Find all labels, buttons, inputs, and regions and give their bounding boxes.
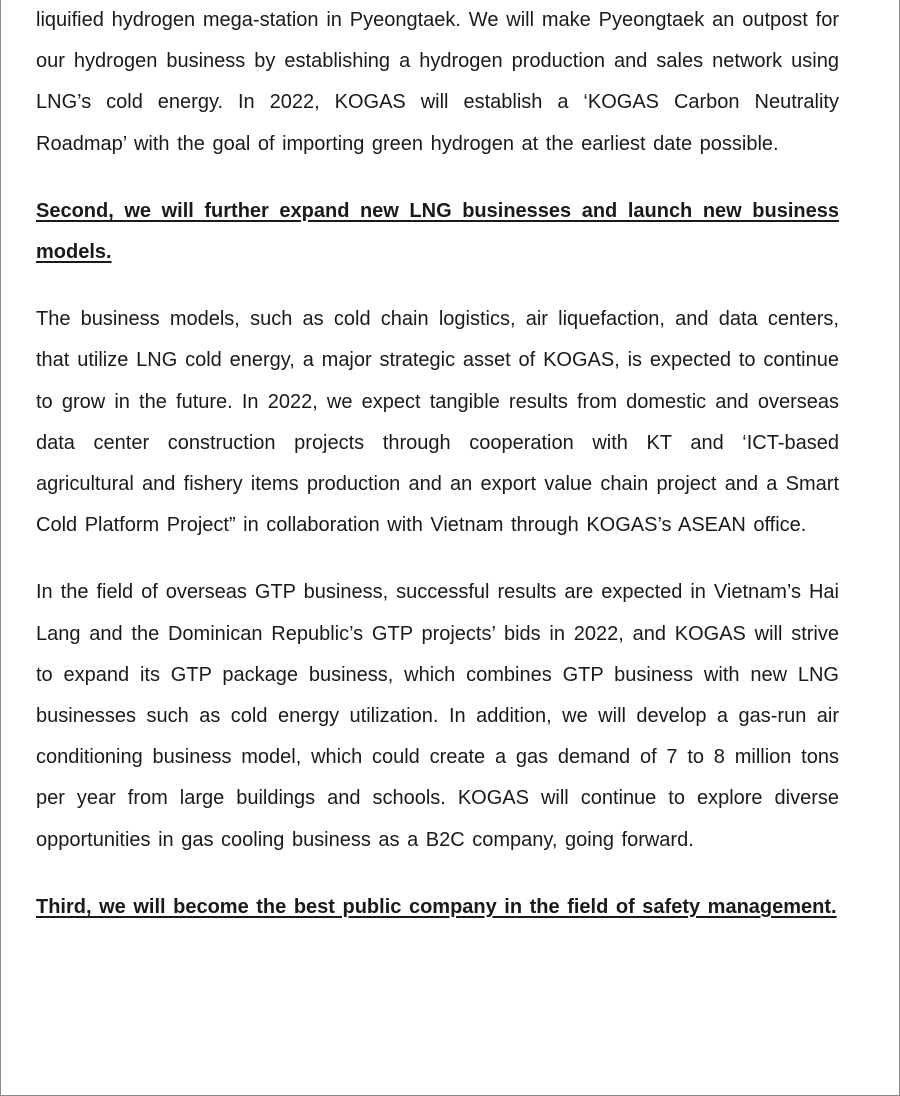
paragraph-gap <box>36 165 839 191</box>
paragraph-overseas-gtp-business: In the field of overseas GTP business, successful results are expected in Vietnam’s Hai Lang and the Dominican Republic’s GTP projects’ bids in 2022, and KOGAS will strive to expand its GTP package business, which combines GTP business with new LNG businesses such as cold energy utilization. In addition, we will develop a gas-run air conditioning business model, which could create a gas demand of 7 to 8 million tons per year from large buildings and schools. KOGAS will continue to explore diverse opportunities in gas cooling business as a B2C company, going forward. <box>36 581 839 851</box>
heading-second-lng-businesses: Second, we will further expand new LNG businesses and launch new business models. <box>36 199 839 264</box>
heading-third-safety-management: Third, we will become the best public company in the field of safety management. <box>36 895 837 918</box>
paragraph-hydrogen-station: liquified hydrogen mega-station in Pyeongtaek. We will make Pyeongtaek an outpost for our hydrogen business by establishing a hydrogen production and sales network using LNG’s cold energy. In 2022, KOGAS will establish a ‘KOGAS Carbon Neutrality Roadmap’ with the goal of importing green hydrogen at the earliest date possible. <box>36 9 839 155</box>
paragraph-cold-energy-business-models: The business models, such as cold chain logistics, air liquefaction, and data centers, that utilize LNG cold energy, a major strategic asset of KOGAS, is expected to continue to grow in the future. In 2022, we expect tangible results from domestic and overseas data center construction projects through cooperation with KT and ‘ICT-based agricultural and fishery items production and an export value chain project and a Smart Cold Platform Project” in collaboration with Vietnam through KOGAS’s ASEAN office. <box>36 308 839 537</box>
paragraph-gap <box>36 273 839 299</box>
paragraph-gap <box>36 861 839 887</box>
paragraph-gap <box>36 546 839 572</box>
document-body <box>36 0 839 928</box>
